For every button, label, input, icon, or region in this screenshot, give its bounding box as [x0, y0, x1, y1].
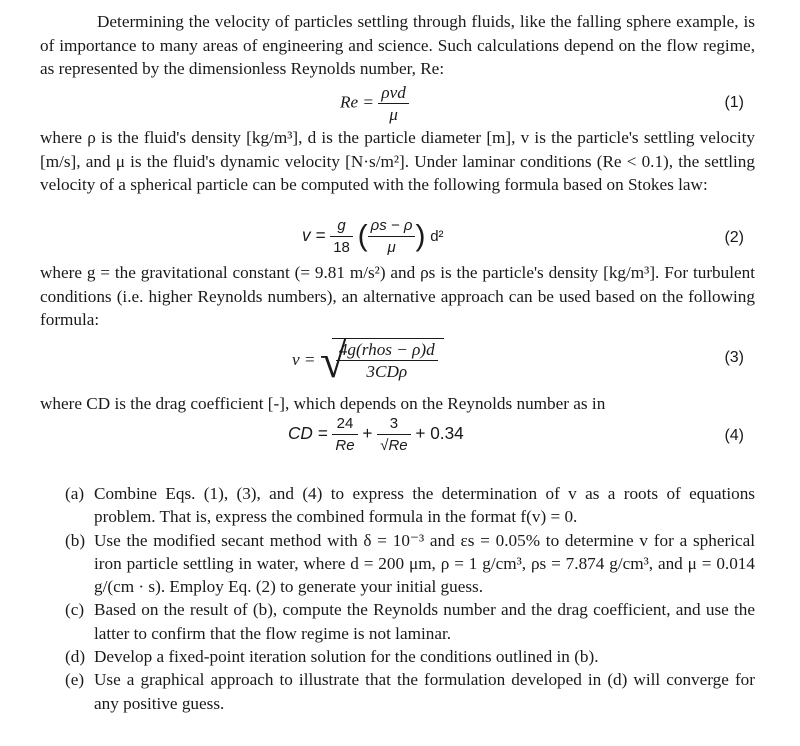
eq3-number: (3): [724, 349, 744, 366]
eq3-lhs: v =: [292, 350, 316, 369]
item-label: (c): [65, 600, 85, 620]
eq2-right-paren: ): [415, 219, 426, 253]
sqrt-icon: √: [319, 335, 347, 388]
eq3-numerator: 4g(rhos − ρ)d: [336, 339, 438, 361]
eq4-term1-denominator: Re: [335, 437, 355, 454]
eq2-g-denominator: 18: [333, 239, 350, 256]
list-item: [65, 529, 755, 599]
equation-3: [292, 335, 444, 388]
eq1-number: (1): [724, 94, 744, 111]
eq1-denominator: μ: [389, 105, 398, 124]
eq4-plus: +: [362, 423, 373, 444]
eq2-lhs: v =: [302, 225, 326, 246]
equation-4: [288, 413, 464, 456]
item-text: Combine Eqs. (1), (3), and (4) to express the determination of v as a roots of equations problem. That is, express the combined formula in the format f(v) = 0.: [94, 484, 755, 527]
eq4-term1-numerator: 24: [332, 413, 357, 435]
paragraph-2: where ρ is the fluid's density [kg/m³], d is the particle diameter [m], v is the particle's settling velocity [m/s], and μ is the fluid's dynamic velocity [N·s/m²]. Under laminar conditions (Re < 0.1), the settling velocity of a spherical particle can be computed with the following formula based on Stokes law:: [40, 128, 755, 194]
eq2-tail: d²: [430, 228, 444, 246]
item-label: (a): [65, 484, 85, 503]
item-text: Based on the result of (b), compute the Reynolds number and the drag coefficient, and use the latter to confirm that the flow regime is not laminar.: [94, 600, 755, 643]
list-item: [65, 668, 755, 715]
eq1-numerator: ρvd: [378, 82, 408, 104]
equation-1: [340, 82, 409, 125]
equation-2: [302, 215, 444, 258]
intro-paragraph: Determining the velocity of particles settling through fluids, like the falling sphere example, is of importance to many areas of engineering and science. Such calculations depend on the flow regime, as represented by the dimensionless Reynolds number, Re:: [40, 12, 755, 78]
eq3-sqrt-body: [332, 338, 444, 382]
eq2-left-paren: (: [357, 219, 368, 253]
eq2-g-numerator: g: [330, 215, 353, 237]
eq2-density-denominator: μ: [387, 239, 396, 256]
item-label: (d): [65, 647, 86, 667]
item-text: Develop a fixed-point iteration solution for the conditions outlined in (b).: [94, 647, 599, 667]
item-label: (b): [65, 530, 86, 550]
item-text: Use a graphical approach to illustrate that the formulation developed in (d) will converge for any positive guess.: [94, 670, 755, 713]
eq1-lhs: Re =: [340, 92, 375, 112]
eq2-number: (2): [724, 229, 744, 246]
eq4-lhs: CD =: [288, 423, 328, 444]
eq4-term1: [332, 413, 357, 456]
eq4-number: (4): [724, 427, 744, 444]
problem-list: [65, 482, 755, 715]
eq4-term2-numerator: 3: [377, 413, 410, 435]
list-item: [65, 645, 755, 668]
eq2-density-numerator: ρs − ρ: [368, 215, 416, 237]
list-item: [65, 482, 755, 529]
eq2-g-fraction: [330, 215, 353, 258]
eq4-term2-denominator: √Re: [380, 437, 408, 454]
eq3-denominator: 3CDρ: [366, 362, 408, 381]
eq3-sqrt: [319, 335, 444, 388]
item-text: Use the modified secant method with δ = 10⁻³ and εs = 0.05% to determine v for a spherical iron particle settling in water, where d = 200 μm, ρ = 1 g/cm³, ρs = 7.874 g/cm³, and μ = 0.014 g/(cm · s). Employ Eq. (2) to generate your initial guess.: [94, 530, 755, 597]
eq4-term2: [377, 413, 410, 456]
paragraph-4: where CD is the drag coefficient [-], which depends on the Reynolds number as in: [40, 394, 606, 413]
eq3-fraction: [336, 339, 438, 382]
eq2-density-fraction: [368, 215, 416, 258]
paragraph-3: where g = the gravitational constant (= 9.81 m/s²) and ρs is the particle's density [kg/m³]. For turbulent conditions (i.e. higher Reynolds numbers), an alternative approach can be used based on the following formula:: [40, 263, 755, 329]
eq1-fraction: [378, 82, 408, 125]
item-label: (e): [65, 670, 85, 690]
eq4-tail: + 0.34: [415, 423, 464, 444]
list-item: [65, 598, 755, 645]
